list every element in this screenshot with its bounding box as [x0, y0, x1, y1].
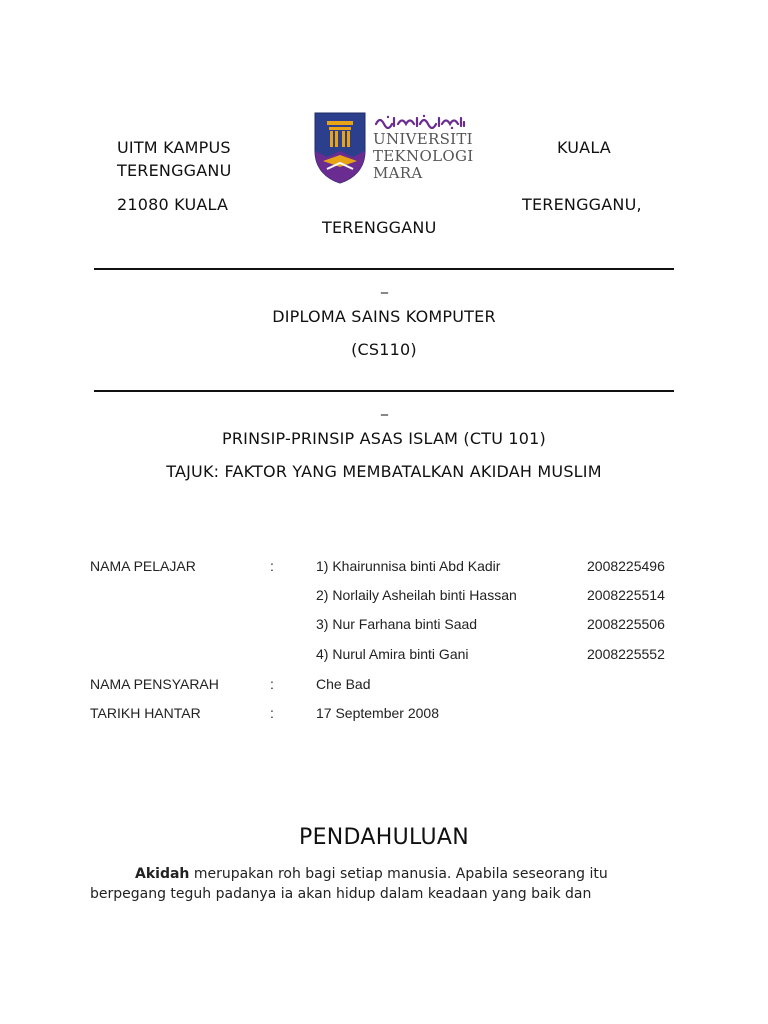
students-colon: :: [270, 558, 274, 574]
divider-dash: _: [381, 400, 388, 416]
intro-line: berpegang teguh padanya ia akan hidup dalam keadaan yang baik dan: [90, 886, 592, 902]
submission-date: 17 September 2008: [316, 705, 439, 721]
student-id: 2008225514: [587, 587, 665, 603]
intro-paragraph: [90, 864, 690, 904]
campus-name: UITM KAMPUS: [117, 138, 231, 157]
logo-wordmark: [373, 111, 473, 185]
submission-date-label: TARIKH HANTAR: [90, 705, 201, 721]
divider-line: [94, 268, 674, 270]
section-heading: PENDAHULUAN: [299, 825, 469, 850]
intro-text: merupakan roh bagi setiap manusia. Apabila seseorang itu: [189, 866, 608, 882]
program-title: DIPLOMA SAINS KOMPUTER: [272, 307, 496, 326]
campus-city: KUALA: [557, 138, 611, 157]
campus-state: TERENGGANU: [117, 161, 232, 180]
students-label: NAMA PELAJAR: [90, 558, 196, 574]
student-id: 2008225552: [587, 646, 665, 662]
intro-bold-term: Akidah: [135, 866, 190, 882]
lecturer-label: NAMA PENSYARAH: [90, 676, 219, 692]
uitm-crest-icon: [313, 111, 367, 185]
address-postcode: 21080 KUALA: [117, 195, 229, 214]
student-name: 2) Norlaily Asheilah binti Hassan: [316, 587, 517, 603]
lecturer-name: Che Bad: [316, 676, 371, 692]
divider-dash: _: [381, 278, 388, 294]
logo-text-mara: MARA: [373, 164, 423, 182]
student-id: 2008225496: [587, 558, 665, 574]
logo-text-teknologi: TEKNOLOGI: [373, 147, 474, 165]
course-topic: TAJUK: FAKTOR YANG MEMBATALKAN AKIDAH MUSLIM: [166, 462, 602, 481]
logo-text-universiti: UNIVERSITI: [373, 130, 473, 148]
address-line2: TERENGGANU: [322, 218, 437, 237]
divider-line: [94, 390, 674, 392]
uitm-logo: [313, 111, 474, 185]
intro-line: [90, 864, 690, 884]
address-state: TERENGGANU,: [522, 195, 642, 214]
student-name: 4) Nurul Amira binti Gani: [316, 646, 469, 662]
program-code: (CS110): [351, 340, 417, 359]
student-name: 3) Nur Farhana binti Saad: [316, 616, 478, 632]
jawi-script-icon: [374, 114, 468, 129]
student-id: 2008225506: [587, 616, 665, 632]
student-name: 1) Khairunnisa binti Abd Kadir: [316, 558, 501, 574]
lecturer-colon: :: [270, 676, 274, 692]
course-name: PRINSIP-PRINSIP ASAS ISLAM (CTU 101): [221, 429, 546, 448]
submission-date-colon: :: [270, 705, 274, 721]
